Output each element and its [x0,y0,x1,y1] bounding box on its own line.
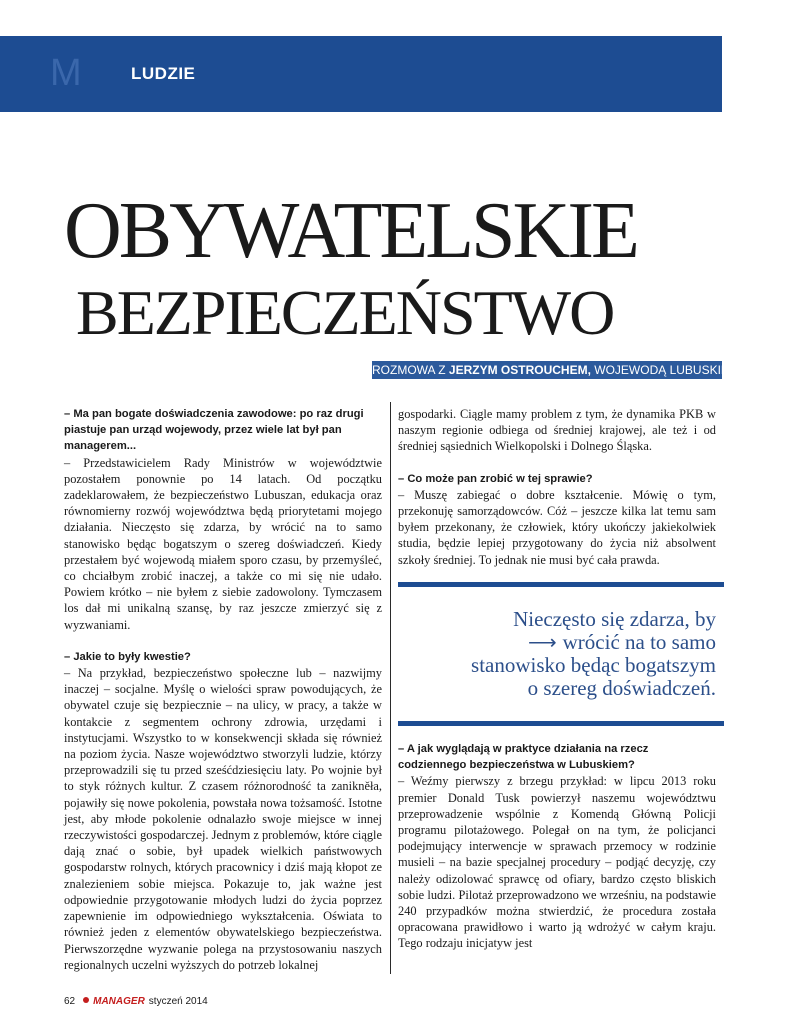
right-text-column-top [398,406,716,568]
pull-quote-bottom-rule [398,721,724,726]
section-header-bar [0,36,722,112]
article-subtitle [372,361,731,379]
pull-quote [398,608,716,699]
pull-quote-line: o szereg doświadczeń. [527,675,716,700]
brand-logo-icon [83,997,89,1003]
interview-question: – A jak wyglądają w praktyce działania na rzecz codziennego bezpieczeństwa w Lubuskiem? [398,743,649,772]
article-title-line-1: OBYWATELSKIE [64,187,637,275]
section-label: LUDZIE [131,64,196,83]
interview-answer: – Weźmy pierwszy z brzegu przykład: w lipcu 2013 roku premier Donald Tusk powierzył naszemu województwu przeprowadzenie wspólnie z Komendą Główną Policji programu pilotażowego. Polegał on na tym, że policjanci podejmujący interwencje w sprawach przemocy w rodzinie musieli – na bazie specjalnej procedury – podjąć decyzję, czy należy odizolować sprawcę od ofiary, bardzo często bliskich sobie ludzi. Pilotaż przeprowadzono we wrześniu, na podstawie 240 przypadków można stwierdzić, że procedura została opracowana prawidłowo i warto ją wdrożyć w całym kraju. Tego rodzaju inicjatyw jest [398,774,716,951]
interview-answer: – Na przykład, bezpieczeństwo społeczne lub – nazwijmy inaczej – socjalne. Myślę o wielości spraw powodujących, że obywatel czuje się bezpiecznie – na ulicy, w pracy, a także w kontakcie z segmentem ochrony zdrowia, urzędami i instytucjami. Wszystko to w konsekwencji składa się również na poziom życia. Nasze województwo stworzyli ludzie, którzy przeprowadzili się tu przed sześćdziesięciu laty. Po wojnie był to styk różnych kultur. Z czasem różnorodność ta zanikněła, pojawiły się nowe pokolenia, powstała nowa tożsamość. Istotne jest, aby młode pokolenie odnalazło swoje miejsce w innej rzeczywistości gospodarczej. Jednym z problemów, które ciągle dają znać o sobie, był upadek wielkich państwowych gospodarstw rolnych, których pracownicy i dziś mają kłopot ze znalezieniem sobie miejsca. Pokazuje to, jak ważne jest odpowiednie przygotowanie młodych ludzi do życia poprzez zapewnienie im odpowiedniego wykształcenia. Oświata to również jeden z elementów obywatelskiego bezpieczeństwa. Pierwszorzędne wyzwanie polega na przystosowaniu naszych regionalnych uczelni wyższych do potrzeb lokalnej [64,666,382,972]
magazine-logo-letter: M [50,52,82,94]
interview-answer: – Przedstawicielem Rady Ministrów w województwie pozostałem ponownie po 14 latach. Od początku zadeklarowałem, że bezpieczeństwo Lubuszan, edukacja oraz równomierny rozwój województwa będą priorytetami mojego działania. Nieczęsto się zdarza, by wrócić na to samo stanowisko będąc bogatszym o szereg doświadczeń. Kiedy przestałem być wojewodą miałem sporo czasu, by przemyśleć, co chciałbym zrobić inaczej, a także co mi się nie udało. Powiem krótko – nie byłem z siebie zadowolony. Tymczasem los dał mi unikalną szansę, by raz jeszcze zmierzyć się z wyzwaniami. [64,455,382,632]
magazine-brand: MANAGER [93,996,145,1007]
article-title-line-2: BEZPIECZEŃSTWO [76,277,614,348]
interview-question: – Ma pan bogate doświadczenia zawodowe: po raz drugi piastuje pan urząd wojewody, przez wiele lat był pan managerem... [64,408,364,453]
interview-answer-continued: gospodarki. Ciągle mamy problem z tym, że dynamika PKB w naszym regionie odbiega od średniej krajowej, ale też i od średniej sąsiednich Wielkopolski i Dolnego Śląska. [398,407,716,454]
subtitle-prefix: ROZMOWA Z [372,363,449,377]
right-text-column-bottom [398,741,716,952]
pull-quote-line: Nieczęsto się zdarza, by [513,607,716,631]
interview-answer: – Muszę zabiegać o dobre kształcenie. Mówię o tym, przekonuję samorządowców. Cóż – jeszcze kilka lat temu sam byłem przekonany, że człowiek, który ukończy jakiekolwiek studia, będzie lepiej przygotowany do życia niż absolwent szkoły średniej. To jednak nie musi być cała prawda. [398,487,716,567]
interview-question: – Co może pan zrobić w tej sprawie? [398,472,593,485]
issue-date: styczeń 2014 [148,996,208,1007]
left-text-column [64,406,382,973]
page-footer [64,995,208,1009]
arrow-right-icon: ⟶ [527,631,557,654]
column-divider [390,402,391,974]
page-number: 62 [64,996,76,1007]
pull-quote-line: wrócić na to samo [562,629,716,654]
subtitle-suffix: WOJEWODĄ LUBUSKIM [590,363,731,377]
pull-quote-top-rule [398,582,724,587]
pull-quote-line: stanowisko będąc bogatszym [471,653,716,677]
pull-quote-line-with-arrow [398,631,716,655]
subtitle-interviewee-name: JERZYM OSTROUCHEM, [448,363,591,377]
interview-question: – Jakie to były kwestie? [64,650,191,663]
